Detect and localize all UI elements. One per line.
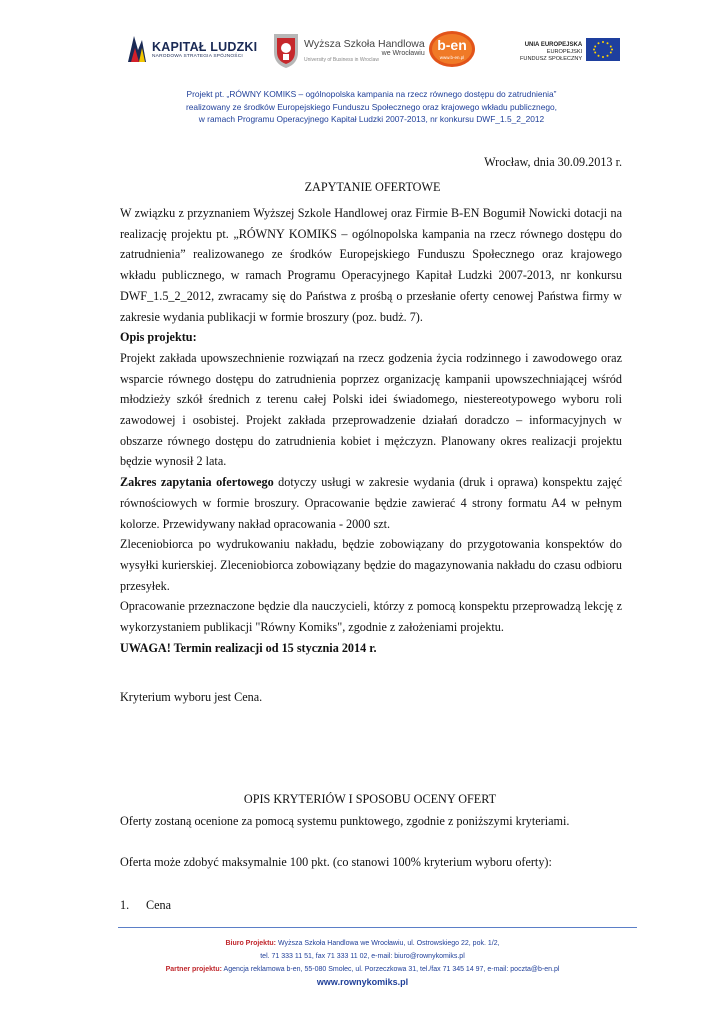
intro-paragraph: W związku z przyznaniem Wyższej Szkole Handlowej oraz Firmie B-EN Bogumił Nowicki dotacji na realizację projektu pt. „RÓWNY KOMIKS – ogólnopolska kampania na rzecz równego dostępu do zatrudnienia” realizowanego ze środków Europejskiego Funduszu Społecznego oraz krajowego wkładu publicznego, w ramach Programu Operacyjnego Kapitał Ludzki 2007-2013, nr konkursu DWF_1.5_2_2012, zwracamy się do Państwa z prośbą o przesłanie oferty cenowej Państwa firmy w zakresie wydania publikacji w formie broszury (poz. budż. 7). bbox=[120, 206, 622, 324]
footer-biuro-label: Biuro Projektu: bbox=[225, 940, 277, 947]
eu-line3: FUNDUSZ SPOŁECZNY bbox=[520, 55, 583, 62]
project-header-line3: w ramach Programu Operacyjnego Kapitał Ludzki 2007-2013, nr konkursu DWF_1.5_2_2012 bbox=[198, 114, 545, 124]
footer-biuro-contact: tel. 71 333 11 51, fax 71 333 11 02, e-mail: biuro@rownykomiks.pl bbox=[260, 953, 465, 960]
wsh-name: Wyższa Szkoła Handlowa bbox=[304, 37, 425, 50]
zakres-text: dotyczy usługi w zakresie wydania (druk i oprawa) konspektu zajęć równościowych w formie broszury. Opracowanie będzie zawierać 4 strony formatu A4 w pełnym kolorze. Przewidywany nakład opracowania - 2000 szt. bbox=[120, 475, 622, 531]
document-title: ZAPYTANIE OFERTOWE bbox=[304, 180, 441, 194]
project-header-line2: realizowany ze środków Europejskiego Funduszu Społecznego oraz krajowego wkładu publicznego, bbox=[185, 101, 558, 112]
zakres-paragraph bbox=[120, 472, 622, 534]
kapital-ludzki-mark-icon bbox=[126, 34, 148, 64]
kryterium-line: Kryterium wyboru jest Cena. bbox=[120, 690, 263, 704]
eu-line1: UNIA EUROPEJSKA bbox=[524, 41, 583, 48]
wsh-city: we Wrocławiu bbox=[381, 49, 425, 57]
footer-partner-text: Agencja reklamowa b-en, 55-080 Smolec, ul. Porzeczkowa 31, tel./fax 71 345 14 97, e-mail: poczta@b-en.pl bbox=[221, 966, 560, 973]
ben-sub: www.b-en.pl bbox=[439, 55, 465, 60]
footer-divider bbox=[118, 927, 637, 928]
project-header bbox=[100, 88, 643, 126]
opis-projektu-heading: Opis projektu: bbox=[120, 330, 197, 345]
uwaga-notice: UWAGA! Termin realizacji od 15 stycznia 2014 r. bbox=[120, 640, 377, 655]
footer-biuro-text: Wyższa Szkoła Handlowa we Wrocławiu, ul. Ostrowskiego 22, pok. 1/2, bbox=[276, 940, 500, 947]
wsh-logo bbox=[272, 30, 425, 70]
footer-biuro bbox=[0, 937, 725, 950]
eu-flag-icon bbox=[586, 38, 620, 66]
kapital-ludzki-logo bbox=[126, 34, 257, 64]
footer bbox=[0, 937, 725, 989]
wsh-crest-icon bbox=[272, 30, 300, 70]
footer-website-link[interactable]: www.rownykomiks.pl bbox=[316, 977, 409, 987]
eu-logo bbox=[520, 38, 620, 66]
oferty-line-2: Oferta może zdobyć maksymalnie 100 pkt. (co stanowi 100% kryterium wyboru oferty): bbox=[120, 855, 552, 869]
list-item-number: 1. bbox=[120, 898, 130, 912]
footer-partner bbox=[0, 963, 725, 976]
wsh-sub: University of Business in Wroclaw bbox=[304, 56, 379, 63]
document-body bbox=[120, 203, 622, 658]
place-date: Wrocław, dnia 30.09.2013 r. bbox=[484, 155, 622, 169]
list-item-label: Cena bbox=[146, 898, 172, 912]
opis-kryteriow-title: OPIS KRYTERIÓW I SPOSOBU OCENY OFERT bbox=[243, 792, 497, 806]
oferty-line-1: Oferty zostaną ocenione za pomocą systemu punktowego, zgodnie z poniższymi kryteriami. bbox=[120, 814, 570, 828]
ben-logo bbox=[428, 30, 476, 68]
zleceniobiorca-paragraph: Zleceniobiorca po wydrukowaniu nakładu, będzie zobowiązany do przygotowania konspektów do wysyłki kurierskiej. Zleceniobiorca zobowiązany będzie do magazynowania nakładu do czasu odbioru przesyłek. bbox=[120, 537, 622, 593]
kapital-ludzki-sub: NARODOWA STRATEGIA SPÓJNOŚCI bbox=[152, 53, 243, 59]
eu-line2: EUROPEJSKI bbox=[546, 48, 583, 55]
opis-projektu-paragraph: Projekt zakłada upowszechnienie rozwiązań na rzecz godzenia życia rodzinnego i zawodowego oraz wsparcie równego dostępu do zatrudnienia poprzez organizację kampanii upowszechniającej wśród młodzieży szkół średnich z terenu całej Polski idei świadomego, niestereotypowego wyboru roli zawodowej i osobistej. Projekt zakłada przeprowadzenie działań doradczo – informacyjnych w obszarze równego dostępu do zatrudnienia kobiet i mężczyzn. Planowany okres realizacji projektu będzie wynosił 2 lata. bbox=[120, 350, 622, 469]
project-header-line1: Projekt pt. „RÓWNY KOMIKS – ogólnopolska kampania na rzecz równego dostępu do zatrudnienia” bbox=[186, 89, 557, 99]
opracowanie-paragraph: Opracowanie przeznaczone będzie dla nauczycieli, którzy z pomocą konspektu przeprowadzą lekcję z wykorzystaniem publikacji "Równy Komiks", zgodnie z założeniami projektu. bbox=[120, 599, 622, 635]
list-item bbox=[120, 898, 171, 913]
kapital-ludzki-name: KAPITAŁ LUDZKI bbox=[152, 39, 258, 54]
footer-partner-label: Partner projektu: bbox=[165, 966, 222, 973]
logo-bar bbox=[0, 28, 725, 80]
ben-name: b-en bbox=[437, 37, 467, 53]
zakres-heading: Zakres zapytania ofertowego bbox=[120, 475, 274, 490]
